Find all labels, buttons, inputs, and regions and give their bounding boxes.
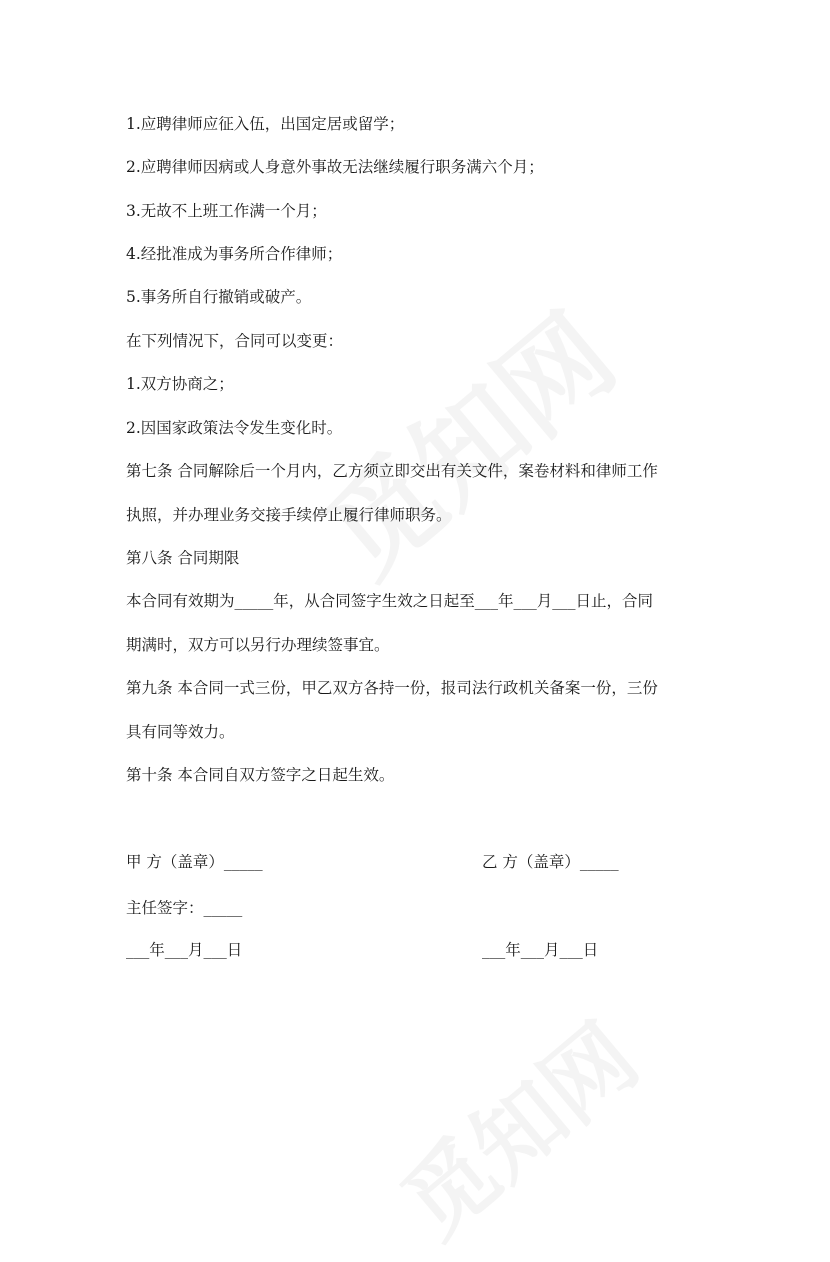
clause-line: 执照，并办理业务交接手续停止履行律师职务。 [126,506,452,524]
clause-line: 第九条 本合同一式三份，甲乙双方各持一份，报司法行政机关备案一份，三份 [126,679,658,697]
clause-line: 在下列情况下，合同可以变更： [126,332,344,350]
clause-line: 第十条 本合同自双方签字之日起生效。 [126,766,395,784]
party-b-date: ___年___月___日 [482,941,599,959]
watermark [370,988,660,1261]
clause-line: 1.双方协商之； [126,375,234,393]
director-signature: 主任签字：_____ [126,899,243,917]
clause-line: 具有同等效力。 [126,723,235,741]
clause-line: 2.因国家政策法令发生变化时。 [126,419,343,437]
party-a-date: ___年___月___日 [126,941,243,959]
clause-line: 1.应聘律师应征入伍，出国定居或留学； [126,115,405,133]
clause-line: 4.经批准成为事务所合作律师； [126,245,343,263]
clause-line: 5.事务所自行撤销或破产。 [126,288,312,306]
clause-line: 2.应聘律师因病或人身意外事故无法继续履行职务满六个月； [126,158,544,176]
clause-line: 第七条 合同解除后一个月内，乙方须立即交出有关文件，案卷材料和律师工作 [126,462,658,480]
clause-line: 本合同有效期为_____年，从合同签字生效之日起至___年___月___日止，合同 [126,592,654,610]
clause-line: 期满时，双方可以另行办理续签事宜。 [126,636,390,654]
clause-heading: 第八条 合同期限 [126,549,240,567]
party-b-seal: 乙 方（盖章）_____ [482,853,619,871]
clause-line: 3.无故不上班工作满一个月； [126,202,327,220]
party-a-seal: 甲 方（盖章）_____ [126,853,263,871]
watermark [288,272,642,605]
